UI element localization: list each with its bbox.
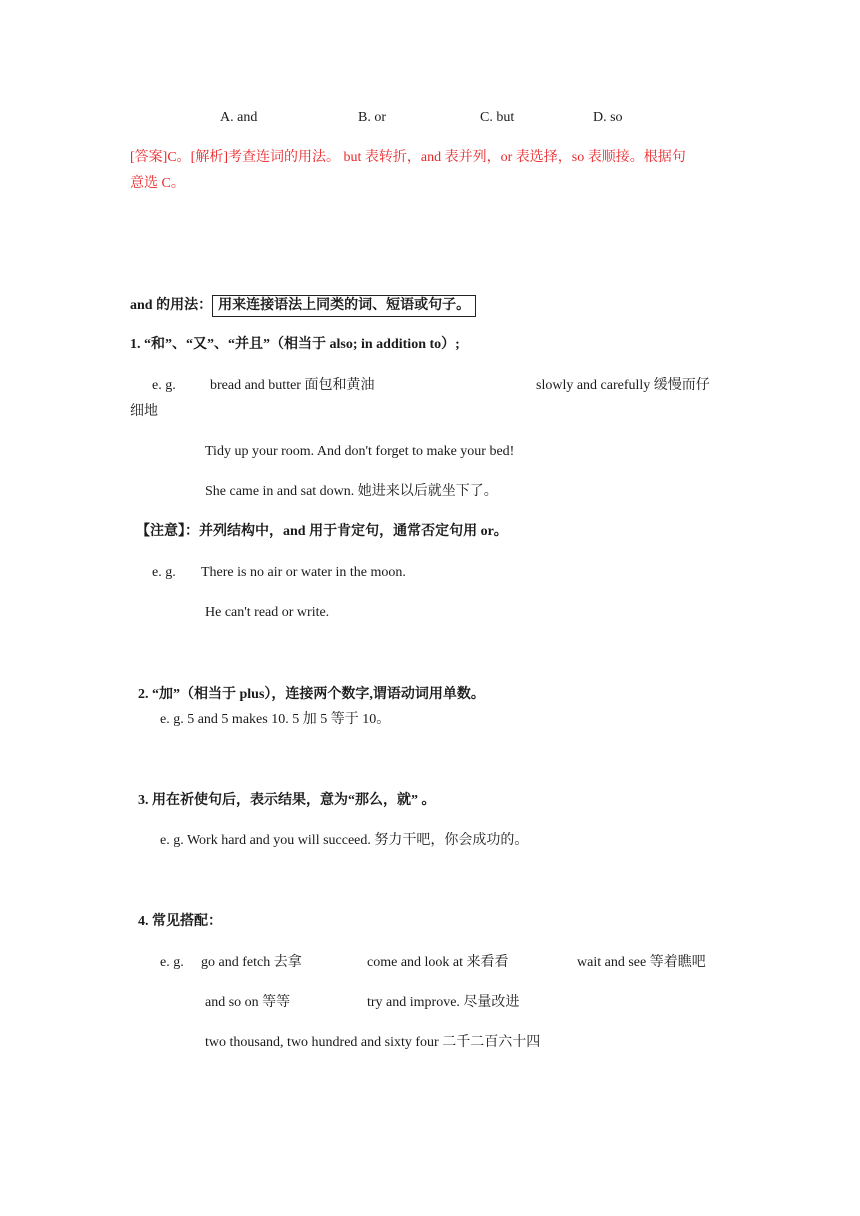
note-eg: e. g. [152, 565, 176, 580]
collocation-try-improve: try and improve. 尽量改进 [367, 995, 520, 1010]
answer-explanation-cont: 意选 C。 [130, 176, 185, 191]
example-bread-butter: bread and butter 面包和黄油 [210, 378, 375, 393]
section-3-title: 3. 用在祈使句后，表示结果，意为“那么，就” 。 [138, 793, 436, 808]
example-slowly-carefully-cont: 细地 [130, 404, 158, 419]
option-a: A. and [220, 110, 258, 125]
answer-explanation: [答案]C。[解析]考查连词的用法。 but 表转折，and 表并列，or 表选择，so 表顺接。根据句 [130, 150, 686, 165]
note-example-air-water: There is no air or water in the moon. [201, 565, 406, 580]
example-tidy-room: Tidy up your room. And don't forget to make your bed! [205, 444, 515, 459]
section-2-title: 2. “加”（相当于 plus），连接两个数字,谓语动词用单数。 [138, 687, 485, 702]
example-came-in: She came in and sat down. 她进来以后就坐下了。 [205, 484, 498, 499]
section-4-eg: e. g. [160, 955, 184, 970]
usage-heading-prefix: and 的用法： [130, 298, 213, 313]
collocation-number: two thousand, two hundred and sixty four 二千二百六十四 [205, 1035, 541, 1050]
option-b: B. or [358, 110, 386, 125]
section-2-example: e. g. 5 and 5 makes 10. 5 加 5 等于 10。 [160, 712, 391, 727]
collocation-come-look: come and look at 来看看 [367, 955, 509, 970]
usage-heading [130, 295, 476, 317]
example-slowly-carefully: slowly and carefully 缓慢而仔 [536, 378, 710, 393]
option-d: D. so [593, 110, 623, 125]
section-1-title: 1. “和”、“又”、“并且”（相当于 also; in addition to）; [130, 337, 460, 352]
collocation-go-fetch: go and fetch 去拿 [201, 955, 302, 970]
usage-definition-box: 用来连接语法上同类的词、短语或句子。 [212, 295, 476, 317]
note-example-read-write: He can't read or write. [205, 605, 330, 620]
collocation-and-so-on: and so on 等等 [205, 995, 291, 1010]
section-3-example: e. g. Work hard and you will succeed. 努力干吧，你会成功的。 [160, 833, 529, 848]
section-4-title: 4. 常见搭配： [138, 914, 222, 929]
option-c: C. but [480, 110, 515, 125]
section-1-eg: e. g. [152, 378, 176, 393]
collocation-wait-see: wait and see 等着瞧吧 [577, 955, 706, 970]
note-text: 【注意】：并列结构中，and 用于肯定句，通常否定句用 or。 [136, 524, 508, 539]
